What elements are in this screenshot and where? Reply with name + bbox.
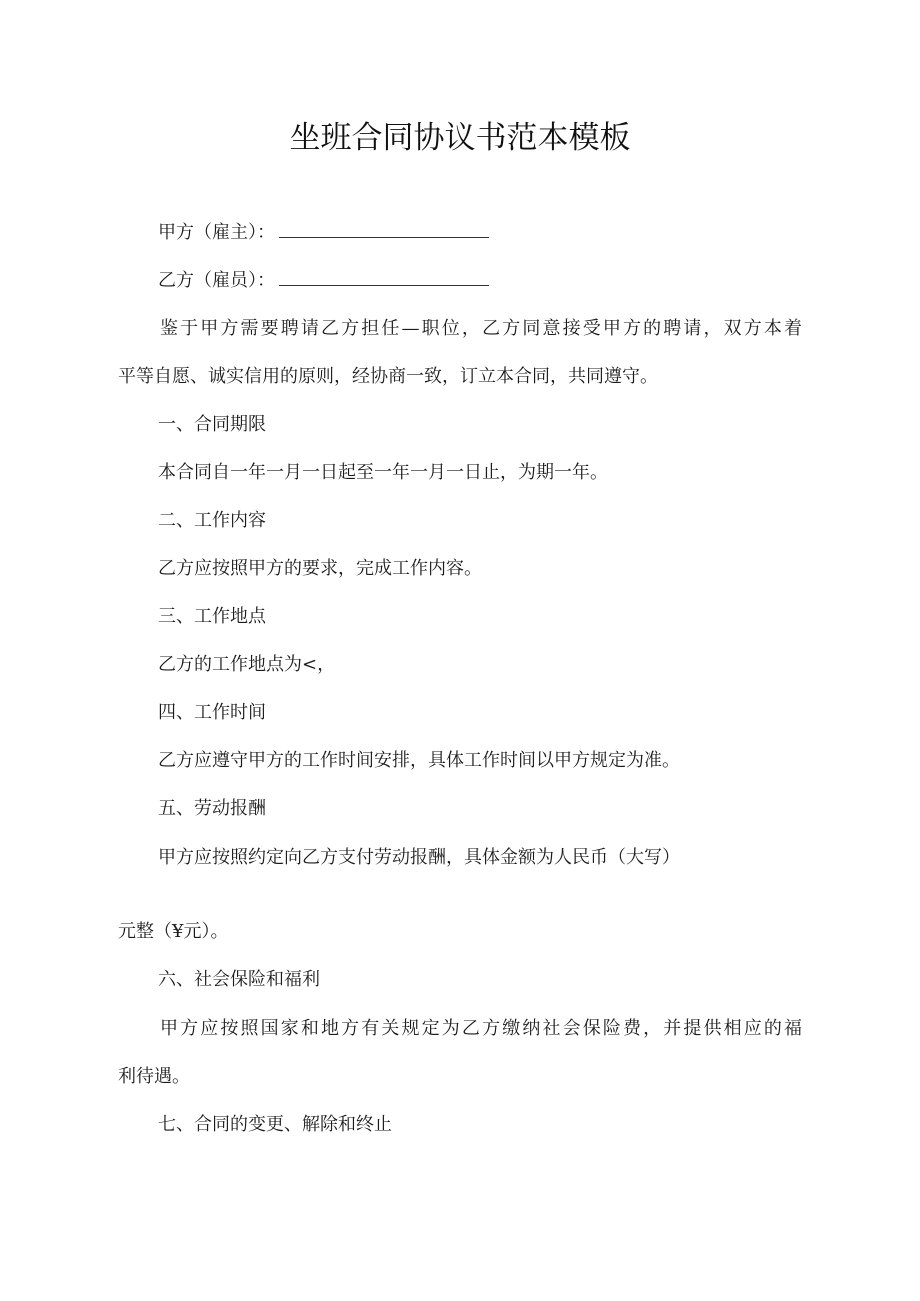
section-5-body: 甲方应按照约定向乙方支付劳动报酬，具体金额为人民币（大写） (158, 847, 680, 868)
section-4-heading: 四、工作时间 (158, 702, 266, 723)
party-b-blank (279, 267, 489, 286)
page-title: 坐班合同协议书范本模板 (289, 120, 631, 156)
section-5-body-cont: 元整（¥元）。 (118, 921, 229, 942)
party-a-line (158, 219, 489, 246)
section-6-body: 甲方应按照国家和地方有关规定为乙方缴纳社会保险费，并提供相应的福 (160, 1018, 802, 1039)
preamble-line-1: 鉴于甲方需要聘请乙方担任—职位，乙方同意接受甲方的聘请，双方本着 (160, 318, 802, 339)
section-6-body-cont: 利待遇。 (118, 1066, 190, 1087)
section-6-heading: 六、社会保险和福利 (158, 969, 320, 990)
section-4-body: 乙方应遵守甲方的工作时间安排，具体工作时间以甲方规定为准。 (158, 750, 680, 771)
section-7-heading: 七、合同的变更、解除和终止 (158, 1114, 392, 1135)
party-a-blank (279, 219, 489, 238)
section-2-heading: 二、工作内容 (158, 510, 266, 531)
party-a-label: 甲方（雇主）： (158, 222, 275, 243)
section-3-body: 乙方的工作地点为<， (158, 654, 336, 675)
section-1-heading: 一、合同期限 (158, 414, 266, 435)
party-b-line (158, 267, 489, 294)
section-3-heading: 三、工作地点 (158, 606, 266, 627)
section-2-body: 乙方应按照甲方的要求，完成工作内容。 (158, 558, 482, 579)
section-1-body: 本合同自一年一月一日起至一年一月一日止，为期一年。 (158, 462, 608, 483)
section-5-heading: 五、劳动报酬 (158, 798, 266, 819)
preamble-line-2: 平等自愿、诚实信用的原则，经协商一致，订立本合同，共同遵守。 (118, 366, 658, 387)
party-b-label: 乙方（雇员）： (158, 270, 275, 291)
